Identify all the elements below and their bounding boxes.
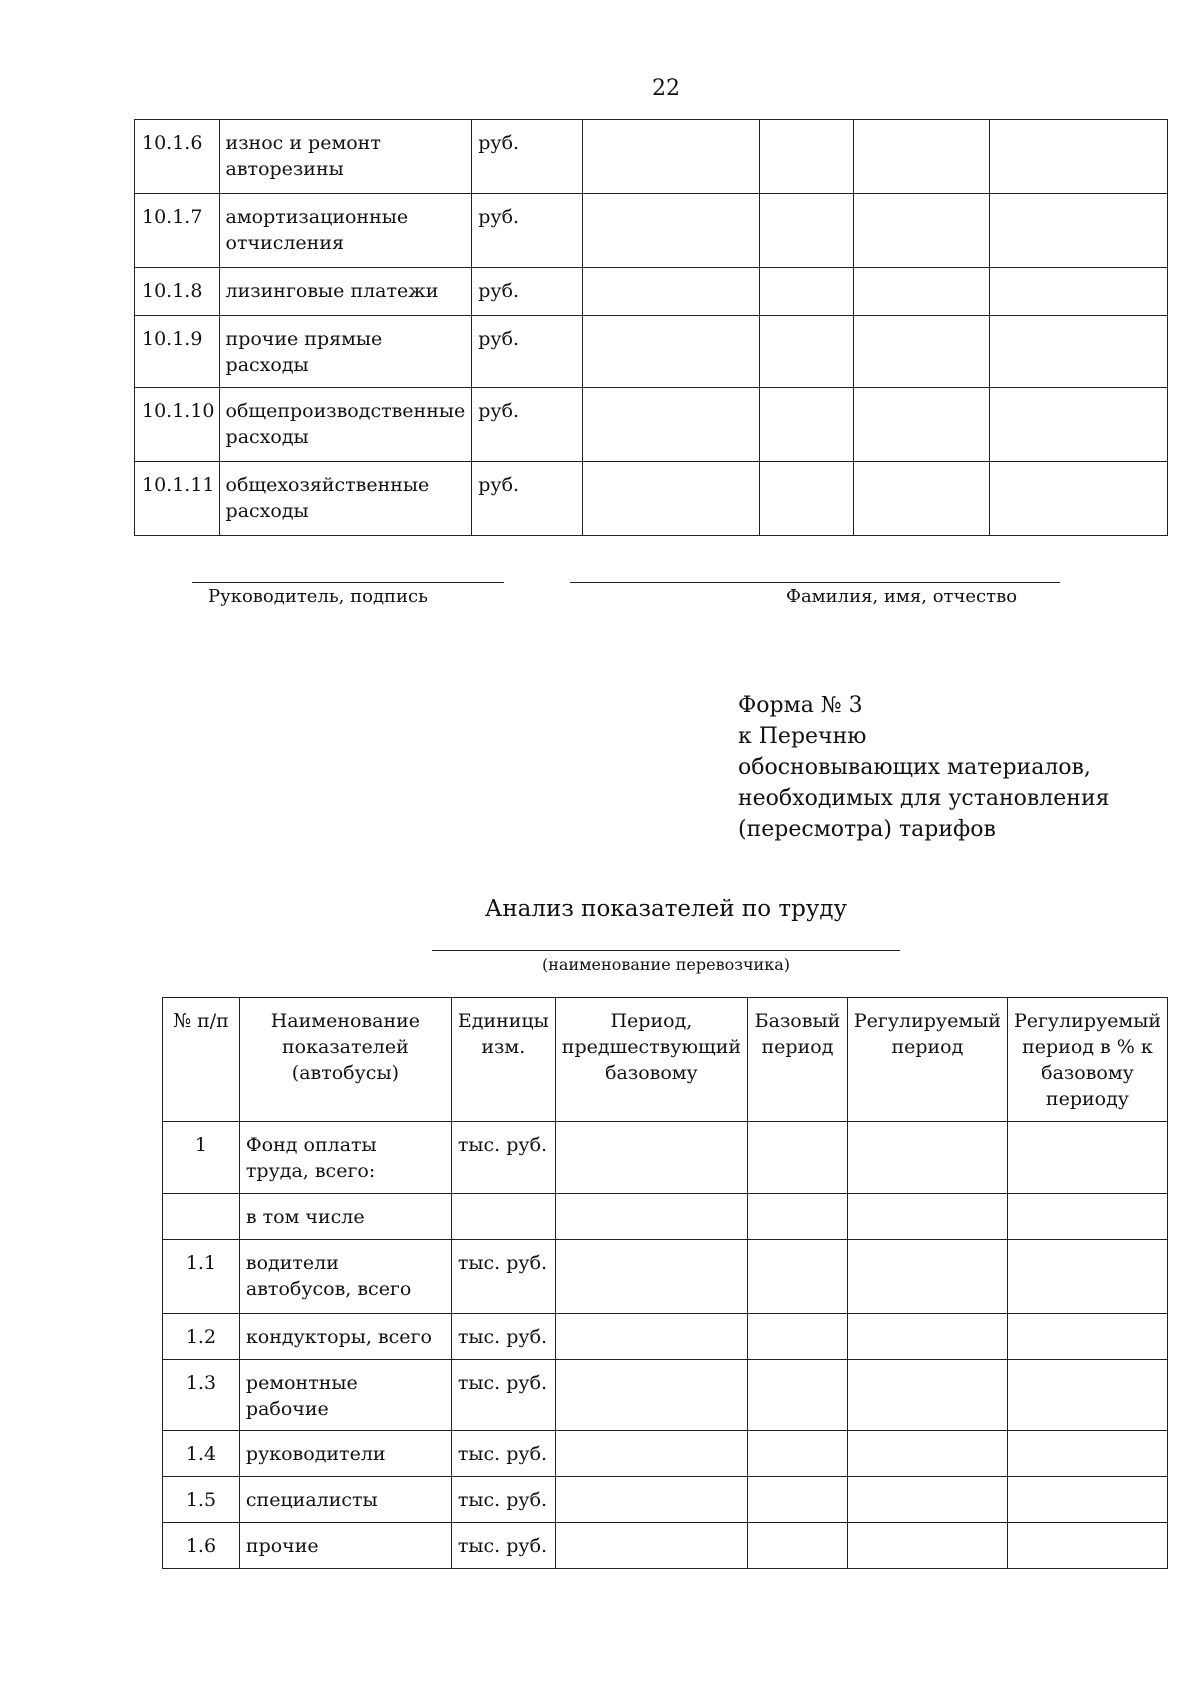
row-unit: тыс. руб. bbox=[451, 1240, 555, 1314]
table-row bbox=[163, 1523, 1168, 1569]
value-cell bbox=[748, 1360, 848, 1431]
row-number bbox=[163, 1194, 240, 1240]
value-cell bbox=[990, 388, 1168, 462]
value-cell bbox=[990, 462, 1168, 536]
table-header-row bbox=[163, 998, 1168, 1122]
row-name: ремонтные рабочие bbox=[239, 1360, 451, 1431]
table-row bbox=[163, 1431, 1168, 1477]
value-cell bbox=[760, 194, 854, 268]
value-cell bbox=[760, 388, 854, 462]
value-cell bbox=[555, 1431, 747, 1477]
column-header: Регулируемый период в % к базовому периоду bbox=[1007, 998, 1167, 1122]
form-subtitle-line: к Перечню bbox=[738, 724, 867, 749]
row-name: специалисты bbox=[239, 1477, 451, 1523]
value-cell bbox=[854, 316, 990, 388]
row-unit: руб. bbox=[472, 120, 582, 194]
value-cell bbox=[760, 316, 854, 388]
value-cell bbox=[555, 1122, 747, 1194]
full-name-line bbox=[570, 582, 1060, 583]
full-name-caption: Фамилия, имя, отчество bbox=[786, 586, 1018, 607]
table-row bbox=[135, 462, 1168, 536]
table-row bbox=[163, 1122, 1168, 1194]
document-title: Анализ показателей по труду bbox=[484, 896, 848, 922]
row-name: износ и ремонт авторезины bbox=[219, 120, 472, 194]
value-cell bbox=[847, 1477, 1007, 1523]
signature-caption: Руководитель, подпись bbox=[208, 586, 428, 607]
page-number: 22 bbox=[652, 76, 680, 101]
row-name: прочие прямые расходы bbox=[219, 316, 472, 388]
row-name: кондукторы, всего bbox=[239, 1314, 451, 1360]
row-number: 1.4 bbox=[163, 1431, 240, 1477]
value-cell bbox=[555, 1314, 747, 1360]
value-cell bbox=[1007, 1477, 1167, 1523]
table-row bbox=[163, 1194, 1168, 1240]
form-subtitle-line: обосновывающих материалов, bbox=[738, 755, 1091, 780]
row-unit: руб. bbox=[472, 316, 582, 388]
value-cell bbox=[1007, 1122, 1167, 1194]
value-cell bbox=[847, 1314, 1007, 1360]
column-header: Период, предшествующий базовому bbox=[555, 998, 747, 1122]
table-row bbox=[163, 1240, 1168, 1314]
value-cell bbox=[1007, 1360, 1167, 1431]
value-cell bbox=[847, 1360, 1007, 1431]
value-cell bbox=[555, 1523, 747, 1569]
signature-line bbox=[192, 582, 504, 583]
value-cell bbox=[1007, 1240, 1167, 1314]
value-cell bbox=[748, 1194, 848, 1240]
row-number: 10.1.11 bbox=[135, 462, 220, 536]
value-cell bbox=[1007, 1314, 1167, 1360]
row-name: руководители bbox=[239, 1431, 451, 1477]
row-unit: руб. bbox=[472, 462, 582, 536]
value-cell bbox=[748, 1240, 848, 1314]
table-row bbox=[135, 120, 1168, 194]
column-header: № п/п bbox=[163, 998, 240, 1122]
row-name: водители автобусов, всего bbox=[239, 1240, 451, 1314]
value-cell bbox=[555, 1240, 747, 1314]
value-cell bbox=[582, 268, 760, 316]
labor-indicators-table bbox=[162, 997, 1168, 1569]
value-cell bbox=[990, 316, 1168, 388]
value-cell bbox=[854, 120, 990, 194]
column-header: Базовый период bbox=[748, 998, 848, 1122]
form-number: Форма № 3 bbox=[738, 693, 863, 718]
value-cell bbox=[847, 1240, 1007, 1314]
column-header: Наименование показателей (автобусы) bbox=[239, 998, 451, 1122]
value-cell bbox=[760, 462, 854, 536]
value-cell bbox=[854, 268, 990, 316]
row-number: 10.1.9 bbox=[135, 316, 220, 388]
value-cell bbox=[854, 462, 990, 536]
row-number: 1.6 bbox=[163, 1523, 240, 1569]
row-number: 1.3 bbox=[163, 1360, 240, 1431]
value-cell bbox=[990, 268, 1168, 316]
value-cell bbox=[990, 120, 1168, 194]
row-unit: руб. bbox=[472, 268, 582, 316]
table-row bbox=[163, 1477, 1168, 1523]
row-unit: тыс. руб. bbox=[451, 1360, 555, 1431]
value-cell bbox=[748, 1431, 848, 1477]
value-cell bbox=[582, 462, 760, 536]
row-unit: тыс. руб. bbox=[451, 1477, 555, 1523]
value-cell bbox=[582, 120, 760, 194]
value-cell bbox=[854, 194, 990, 268]
value-cell bbox=[582, 316, 760, 388]
value-cell bbox=[760, 120, 854, 194]
value-cell bbox=[1007, 1194, 1167, 1240]
row-name: лизинговые платежи bbox=[219, 268, 472, 316]
table-row bbox=[163, 1314, 1168, 1360]
value-cell bbox=[854, 388, 990, 462]
row-number: 10.1.6 bbox=[135, 120, 220, 194]
value-cell bbox=[555, 1194, 747, 1240]
value-cell bbox=[748, 1122, 848, 1194]
row-number: 1 bbox=[163, 1122, 240, 1194]
value-cell bbox=[748, 1523, 848, 1569]
row-name: амортизационные отчисления bbox=[219, 194, 472, 268]
row-number: 10.1.8 bbox=[135, 268, 220, 316]
row-name: прочие bbox=[239, 1523, 451, 1569]
carrier-name-line bbox=[432, 950, 900, 951]
row-unit bbox=[451, 1194, 555, 1240]
row-name: общепроизводственные расходы bbox=[219, 388, 472, 462]
row-name: Фонд оплаты труда, всего: bbox=[239, 1122, 451, 1194]
form-heading bbox=[738, 690, 1110, 845]
row-number: 1.5 bbox=[163, 1477, 240, 1523]
row-name: общехозяйственные расходы bbox=[219, 462, 472, 536]
row-number: 1.1 bbox=[163, 1240, 240, 1314]
value-cell bbox=[555, 1360, 747, 1431]
value-cell bbox=[847, 1194, 1007, 1240]
row-unit: руб. bbox=[472, 194, 582, 268]
row-unit: тыс. руб. bbox=[451, 1122, 555, 1194]
value-cell bbox=[847, 1122, 1007, 1194]
value-cell bbox=[1007, 1523, 1167, 1569]
form-subtitle-line: (пересмотра) тарифов bbox=[738, 817, 996, 842]
table-row bbox=[135, 316, 1168, 388]
value-cell bbox=[990, 194, 1168, 268]
form-subtitle-line: необходимых для установления bbox=[738, 786, 1110, 811]
carrier-name-caption: (наименование перевозчика) bbox=[542, 955, 790, 974]
value-cell bbox=[582, 388, 760, 462]
row-number: 1.2 bbox=[163, 1314, 240, 1360]
value-cell bbox=[555, 1477, 747, 1523]
value-cell bbox=[760, 268, 854, 316]
table-row bbox=[135, 194, 1168, 268]
table-row bbox=[163, 1360, 1168, 1431]
row-unit: руб. bbox=[472, 388, 582, 462]
row-name: в том числе bbox=[239, 1194, 451, 1240]
value-cell bbox=[847, 1431, 1007, 1477]
value-cell bbox=[748, 1314, 848, 1360]
table-row bbox=[135, 268, 1168, 316]
row-unit: тыс. руб. bbox=[451, 1523, 555, 1569]
row-unit: тыс. руб. bbox=[451, 1431, 555, 1477]
row-number: 10.1.10 bbox=[135, 388, 220, 462]
value-cell bbox=[847, 1523, 1007, 1569]
row-number: 10.1.7 bbox=[135, 194, 220, 268]
value-cell bbox=[1007, 1431, 1167, 1477]
value-cell bbox=[748, 1477, 848, 1523]
value-cell bbox=[582, 194, 760, 268]
column-header: Регулируемый период bbox=[847, 998, 1007, 1122]
column-header: Единицы изм. bbox=[451, 998, 555, 1122]
table-row bbox=[135, 388, 1168, 462]
cost-items-table bbox=[134, 119, 1168, 536]
row-unit: тыс. руб. bbox=[451, 1314, 555, 1360]
